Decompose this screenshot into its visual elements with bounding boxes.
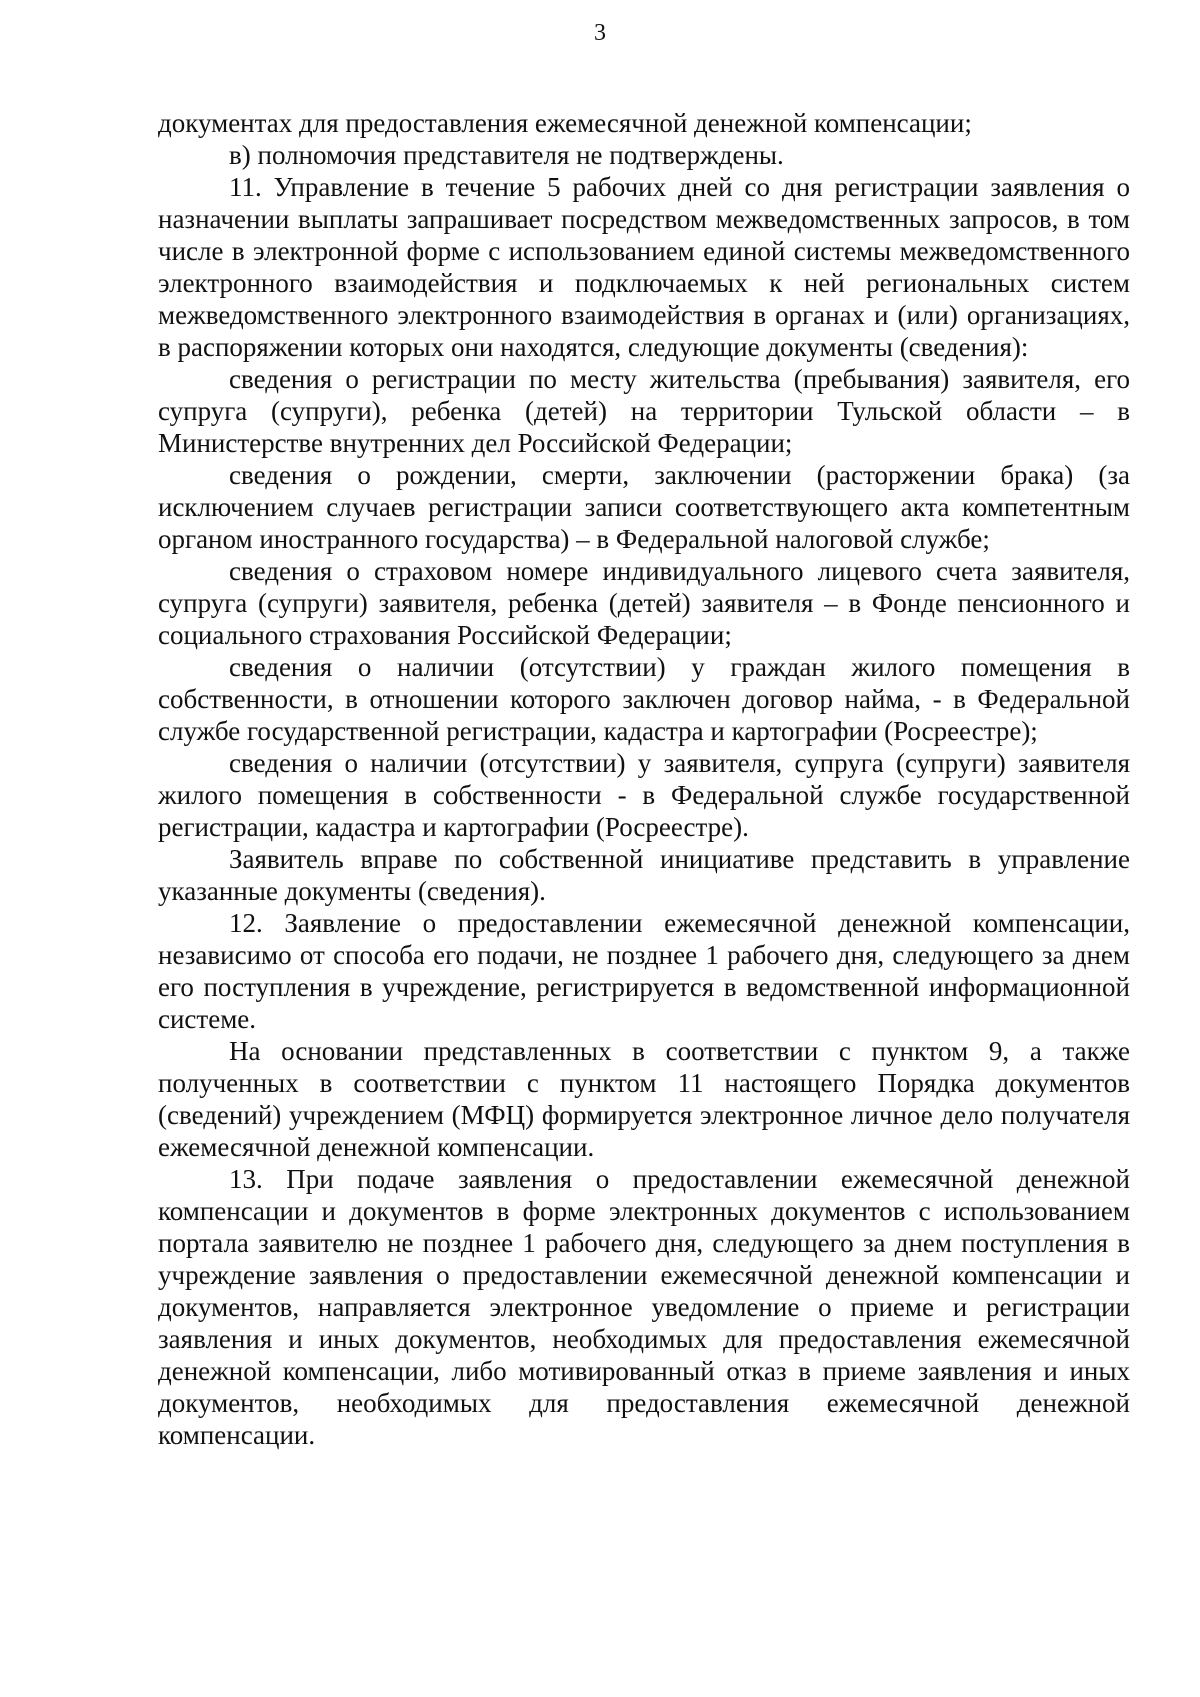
document-body [158,107,1130,1451]
paragraph-personal-file: На основании представленных в соответствии с пунктом 9, а также полученных в соответствии с пунктом 11 настоящего Порядка документов (сведений) учреждением (МФЦ) формируется электронное личное дело получателя ежемесячной денежной компенсации. [158,1036,1130,1162]
paragraph-rosreestr-citizens: сведения о наличии (отсутствии) у граждан жилого помещения в собственности, в отношении которого заключен договор найма, - в Федеральной службе государственной регистрации, кадастра и картографии (Росреестре); [158,652,1130,746]
paragraph-rosreestr-applicant: сведения о наличии (отсутствии) у заявителя, супруга (супруги) заявителя жилого помещения в собственности - в Федеральной службе государственной регистрации, кадастра и картографии (Росреестре). [158,748,1130,842]
paragraph-continuation: документах для предоставления ежемесячной денежной компенсации; [158,108,972,138]
paragraph-subitem-v: в) полномочия представителя не подтверждены. [229,140,784,170]
page-number: 3 [594,20,606,46]
paragraph-item-12: 12. Заявление о предоставлении ежемесячной денежной компенсации, независимо от способа его подачи, не позднее 1 рабочего дня, следующего за днем его поступления в учреждение, регистрируется в ведомственной информационной системе. [158,908,1130,1034]
paragraph-sfr-info: сведения о страховом номере индивидуального лицевого счета заявителя, супруга (супруги) заявителя, ребенка (детей) заявителя – в Фонде пенсионного и социального страхования Российской Федерации; [158,556,1130,650]
paragraph-fns-info: сведения о рождении, смерти, заключении (расторжении брака) (за исключением случаев регистрации записи соответствующего акта компетентным органом иностранного государства) – в Федеральной налоговой службе; [158,460,1130,554]
paragraph-item-13: 13. При подаче заявления о предоставлении ежемесячной денежной компенсации и документов в форме электронных документов с использованием портала заявителю не позднее 1 рабочего дня, следующего за днем поступления в учреждение заявления о предоставлении ежемесячной денежной компенсации и документов, направляется электронное уведомление о приеме и регистрации заявления и иных документов, необходимых для предоставления ежемесячной денежной компенсации, либо мотивированный отказ в приеме заявления и иных документов, необходимых для предоставления ежемесячной денежной компенсации. [158,1164,1130,1450]
paragraph-mvd-info: сведения о регистрации по месту жительства (пребывания) заявителя, его супруга (супруги), ребенка (детей) на территории Тульской области – в Министерстве внутренних дел Российской Федерации; [158,364,1130,458]
paragraph-applicant-right: Заявитель вправе по собственной инициативе представить в управление указанные документы (сведения). [158,844,1130,906]
paragraph-item-11: 11. Управление в течение 5 рабочих дней со дня регистрации заявления о назначении выплаты запрашивает посредством межведомственных запросов, в том числе в электронной форме с использованием единой системы межведомственного электронного взаимодействия и подключаемых к ней региональных систем межведомственного электронного взаимодействия в органах и (или) организациях, в распоряжении которых они находятся, следующие документы (сведения): [158,172,1130,362]
